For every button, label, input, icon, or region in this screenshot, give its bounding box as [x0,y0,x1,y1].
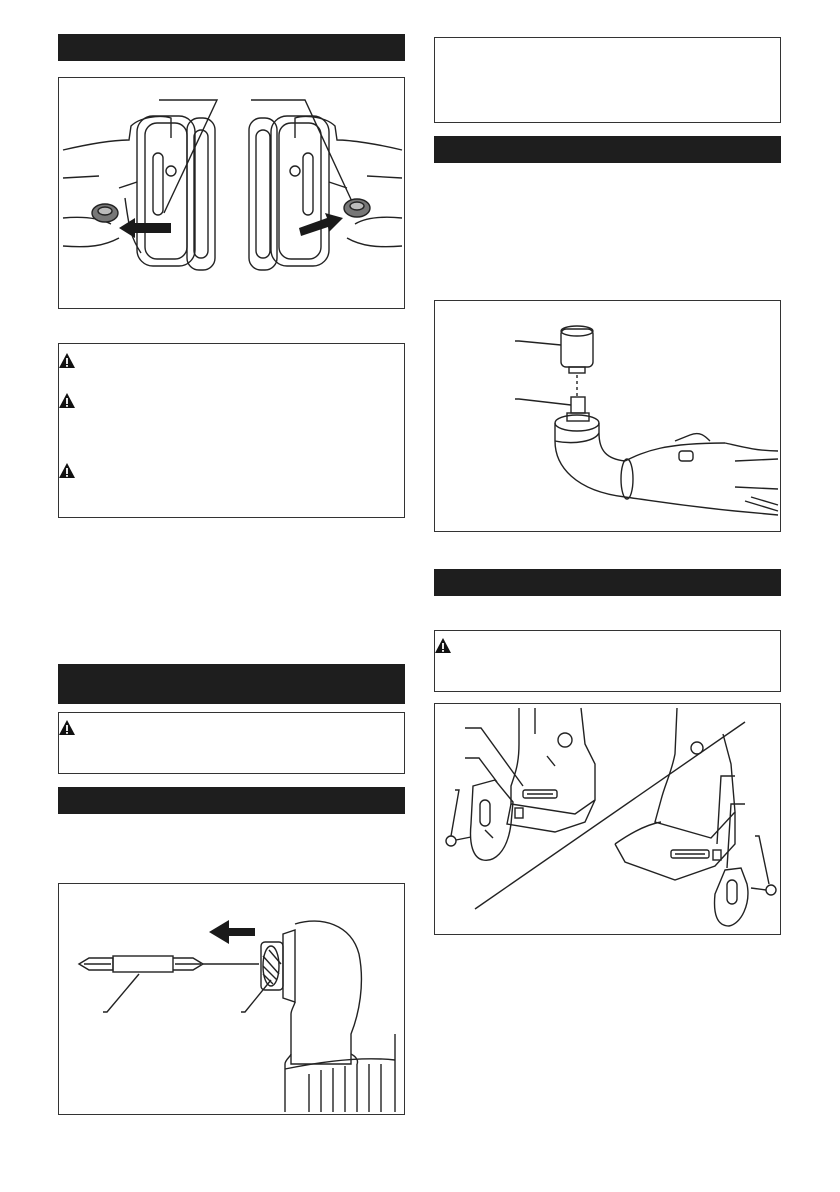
caution-box-left [58,712,405,774]
switch-lever-figure [58,77,405,309]
warnings-box [58,343,405,518]
warning-icon [58,352,76,369]
section-header-bar-1 [58,34,405,61]
section-header-bar-4 [434,136,781,163]
caution-box-right [434,630,781,692]
section-header-bar-5 [434,569,781,596]
socket-installation-figure [434,300,781,532]
section-header-bar-2 [58,664,405,704]
hook-installation-figure [434,703,781,935]
note-box [434,37,781,123]
warning-icon [58,719,76,736]
warning-icon [58,392,76,409]
warning-icon [434,637,452,654]
bit-installation-figure [58,883,405,1115]
section-header-bar-3 [58,787,405,814]
warning-icon [58,462,76,479]
